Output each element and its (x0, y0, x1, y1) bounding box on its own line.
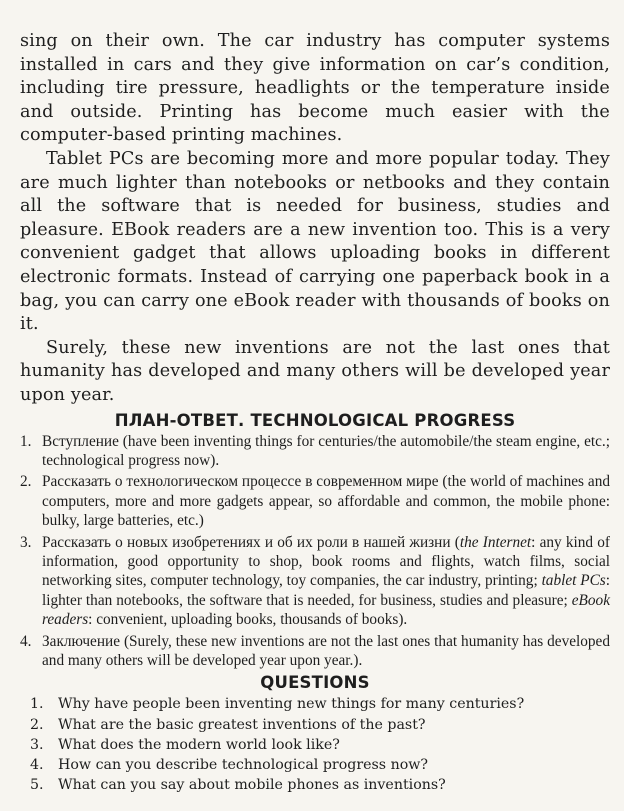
plan-item (20, 472, 610, 530)
question-text: What are the basic greatest inventions of the past? (58, 716, 426, 733)
question-text: How can you describe technological progress now? (58, 756, 429, 773)
plan-item-text-part: : any kind of information, good opportunity to shop, book rooms and flights, watch films, social networking sites, computer technology, toy companies, the car industry, printing; (42, 533, 611, 590)
plan-item (20, 632, 610, 671)
question-text: Why have people been inventing new things for many centuries? (58, 696, 525, 713)
plan-item-emphasis: the Internet (459, 533, 532, 551)
question-number: 1. (30, 696, 44, 713)
questions-heading: QUESTIONS (260, 673, 370, 693)
plan-item-text-part: : convenient, uploading books, thousands of books). (88, 611, 408, 629)
plan-item-text (42, 534, 610, 629)
question-item (20, 694, 610, 714)
plan-item-text: Рассказать о технологическом процессе в современном мире (the world of machines and computers, more and more gadgets appear, so affordable and common, the mobile phone: bulky, large batteries, etc.) (42, 473, 610, 530)
plan-item-text: Вступление (have been inventing things for centuries/the automobile/the steam engine, etc.; technological progress now). (42, 432, 610, 469)
plan-item (20, 432, 610, 471)
question-item (20, 715, 610, 735)
question-item (20, 775, 610, 795)
plan-item-text-part: : lighter than notebooks, the software that is needed, for business, studies and pleasure; (42, 572, 610, 609)
questions-list (20, 694, 610, 795)
plan-item-number: 1. (20, 432, 32, 450)
plan-item (20, 533, 610, 630)
plan-heading: ПЛАН-ОТВЕТ. TECHNOLOGICAL PROGRESS (114, 410, 516, 430)
question-number: 3. (30, 736, 44, 753)
paragraph-conclusion: Surely, these new inventions are not the last ones that humanity has developed and many others will be developed year upon year. (20, 337, 610, 405)
question-number: 2. (30, 716, 44, 733)
plan-item-text: Заключение (Surely, these new inventions are not the last ones that humanity has developed and many others will be developed year upon year.). (42, 632, 610, 669)
plan-item-number: 4. (20, 632, 32, 650)
question-item (20, 755, 610, 775)
question-text: What does the modern world look like? (58, 736, 340, 753)
question-item (20, 735, 610, 755)
question-number: 5. (30, 777, 44, 794)
plan-list (20, 432, 610, 671)
plan-item-emphasis: tablet PCs (541, 572, 606, 590)
question-text: What can you say about mobile phones as inventions? (58, 777, 446, 794)
question-number: 4. (30, 756, 44, 773)
body-text (20, 30, 610, 408)
plan-item-emphasis: eBook readers (42, 591, 610, 629)
plan-item-number: 2. (20, 473, 32, 491)
plan-item-number: 3. (20, 533, 32, 551)
paragraph-tablets: Tablet PCs are becoming more and more popular today. They are much lighter than notebooks or netbooks and they contain all the software that is needed for business, studies and pleasure. EBook readers are a new invention too. This is a very convenient gadget that allows uploading books in different electronic formats. Instead of carrying one paperback book in a bag, you can carry one eBook reader with thousands of books on it. (20, 148, 610, 335)
plan-item-text-part: Рассказать о новых изобретениях и об их роли в нашей жизни ( (42, 533, 460, 551)
paragraph-car-industry: sing on their own. The car industry has computer systems installed in cars and they give information on car’s condition, including tire pressure, headlights or the temperature inside and outside. Printing has become much easier with the computer-based printing machines. (20, 31, 610, 146)
